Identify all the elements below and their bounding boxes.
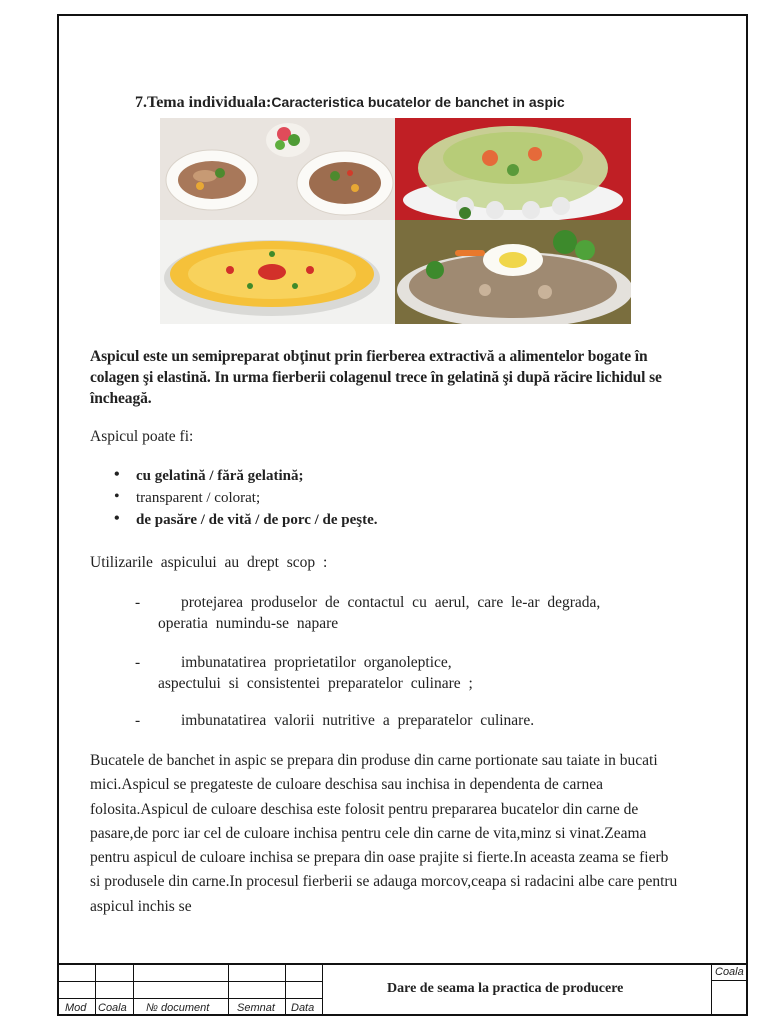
col-document: № document xyxy=(146,1002,210,1014)
dash-marker: - xyxy=(135,654,141,671)
page-heading xyxy=(135,94,565,112)
uses-lead: Utilizarile aspicului au drept scop : xyxy=(90,554,328,571)
uses-item-line: operatia numindu-se napare xyxy=(158,615,339,632)
list-item: • de pasăre / de vită / de porc / de peşte. xyxy=(112,509,378,531)
title-block-divider xyxy=(95,965,96,1016)
body-paragraph: Bucatele de banchet in aspic se prepara din produse din carne portionate sau taiate in bucati mici.Aspicul se pregateste de culoare deschisa sau inchisa in dependenta de carnea folosita.Aspicul de culoare deschisa este folosit pentru prepararea bucatelor din carne de pasare,de porc iar cel de culoare inchisa pentru cele din carne de vita,minz si vinat.Zeama pentru aspicul de culoare inchisa se prepara din oase prajite si fierte.In aceasta zeama se fierb si produsele din carne.In procesul fierberii se adauga morcov,ceapa si radacini albe care pentru aspicul inchis se xyxy=(90,752,678,915)
intro-paragraph: Aspicul este un semipreparat obţinut prin fierberea extractivă a alimentelor bogate în colagen şi elastină. In urma fierberii colagenul trece în gelatină şi după răcire lichidul se încheagă. xyxy=(90,348,662,407)
jellied-dome-photo xyxy=(395,118,631,220)
title-block-row-line xyxy=(57,998,322,999)
title-block-divider xyxy=(322,965,323,1016)
heading-subject: Caracteristica bucatelor de banchet in aspic xyxy=(271,94,565,110)
list-item: • cu gelatină / fără gelatină; xyxy=(112,465,378,487)
round-aspic-plate-photo xyxy=(160,220,395,324)
document-title: Dare de seama la practica de producere xyxy=(387,981,624,996)
meat-aspic-photo xyxy=(395,220,631,324)
uses-item-line: protejarea produselor de contactul cu aerul, care le-ar degrada, xyxy=(181,594,601,611)
title-block-divider xyxy=(711,965,712,1016)
heading-number-title: 7.Tema individuala: xyxy=(135,94,272,111)
aspic-types-lead: Aspicul poate fi: xyxy=(90,428,194,445)
title-block xyxy=(57,963,748,1016)
title-block-divider xyxy=(228,965,229,1016)
aspic-types-list xyxy=(112,465,378,531)
col-data: Data xyxy=(291,1002,315,1014)
aspic-platters-photo xyxy=(160,118,395,220)
col-semnat: Semnat xyxy=(237,1002,275,1014)
title-block-divider xyxy=(285,965,286,1016)
title-block-row-line xyxy=(57,981,322,982)
dash-marker: - xyxy=(135,594,141,611)
title-block-row-line xyxy=(711,980,748,981)
dash-marker: - xyxy=(135,712,141,729)
title-block-divider xyxy=(133,965,134,1016)
uses-item-line: imbunatatirea proprietatilor organoleptice, xyxy=(181,654,452,671)
list-item: • transparent / colorat; xyxy=(112,487,378,509)
uses-item-line: imbunatatirea valorii nutritive a preparatelor culinare. xyxy=(181,712,535,729)
sheet-label: Coala xyxy=(715,966,744,978)
uses-item-line: aspectului si consistentei preparatelor culinare ; xyxy=(158,675,473,692)
col-mod: Mod xyxy=(65,1002,87,1014)
col-coala: Coala xyxy=(98,1002,127,1014)
